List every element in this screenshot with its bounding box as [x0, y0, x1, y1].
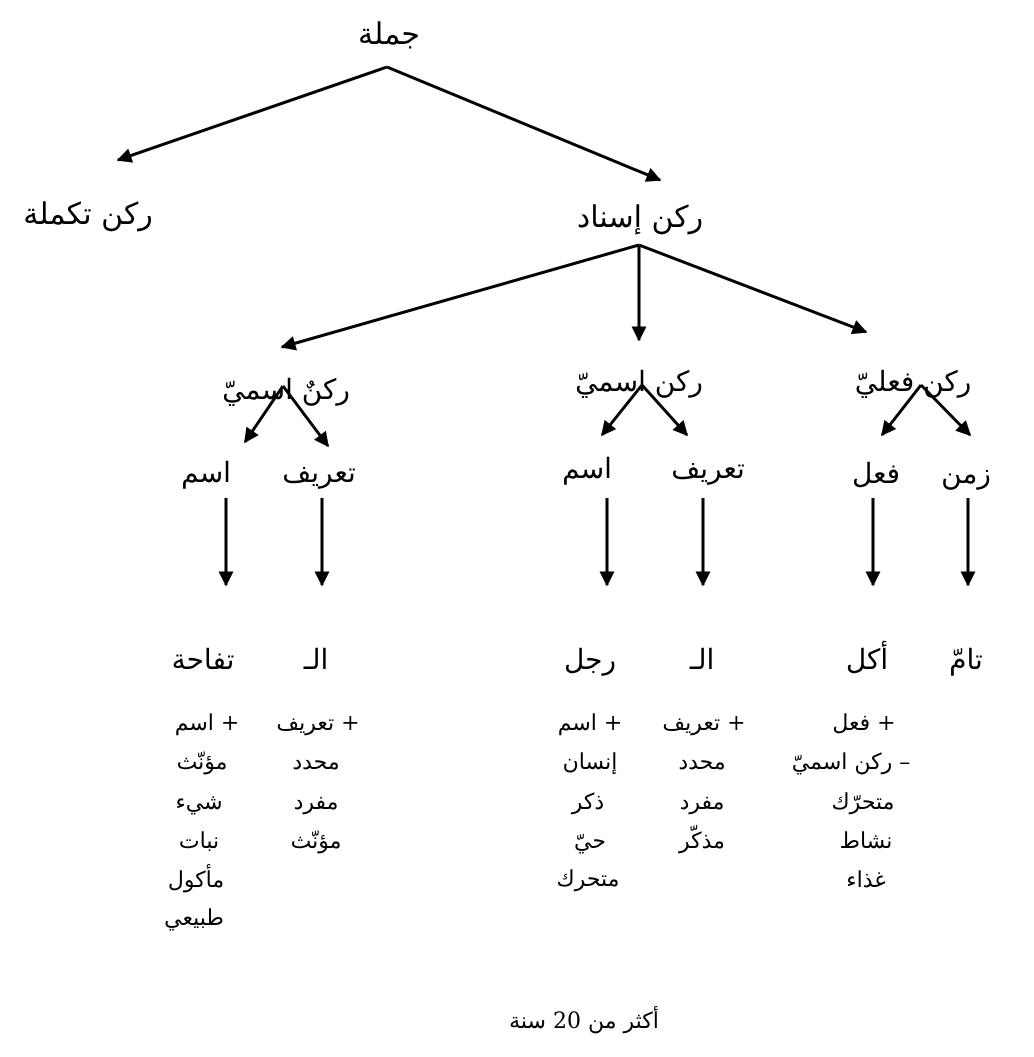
- feature-item: متحرك: [556, 867, 620, 892]
- nominal-middle-definiteness: تعريف: [671, 452, 745, 485]
- feature-item: مؤنّث: [290, 829, 342, 854]
- feature-item: محدد: [292, 750, 340, 775]
- feature-item: + اسم: [174, 711, 240, 736]
- verbal-tense: زمن: [941, 457, 991, 490]
- feature-item: مؤنّث: [176, 750, 228, 775]
- verbal-verb-value: أكل: [845, 643, 889, 676]
- feature-item: متحرّك: [831, 790, 895, 815]
- edge-root-predication: [387, 67, 660, 180]
- feature-item: + تعريف: [276, 711, 360, 736]
- feature-item: – ركن اسميّ: [791, 750, 911, 775]
- feature-item: + تعريف: [662, 711, 746, 736]
- nominal-left-definiteness: تعريف: [282, 456, 356, 489]
- feature-item: شيء: [175, 790, 223, 815]
- feature-item: نبات: [178, 829, 220, 854]
- feature-item: حيّ: [574, 829, 606, 854]
- feature-item: نشاط: [839, 829, 893, 854]
- feature-item: مأكول: [167, 868, 225, 893]
- feature-item: غذاء: [846, 868, 886, 893]
- feature-item: مذكّر: [679, 829, 725, 854]
- feature-item: إنسان: [562, 750, 618, 775]
- age-note: أكثر من 20 سنة: [509, 1009, 659, 1034]
- nominal-left-title: ركنٌ اسميّ: [222, 373, 350, 406]
- feature-item: + فعل: [832, 711, 896, 736]
- complement-node: ركن تكملة: [23, 197, 153, 232]
- feature-item: مفرد: [679, 790, 725, 815]
- feature-item: ذكر: [571, 790, 605, 815]
- nominal-middle-definiteness-value: الـ: [689, 643, 715, 676]
- predication-node: ركن إسناد: [576, 200, 704, 235]
- feature-item: طبيعي: [164, 906, 224, 931]
- nominal-left-definiteness-value: الـ: [303, 643, 329, 676]
- root-node: جملة: [358, 17, 420, 52]
- nominal-middle-noun-value: رجل: [563, 643, 617, 676]
- verbal-tense-value: تامّ: [949, 643, 983, 676]
- nominal-middle-title: ركن اسميّ: [575, 365, 703, 398]
- edge-predication-nominal-left: [282, 245, 639, 347]
- nominal-left-noun-value: تفاحة: [171, 643, 235, 676]
- nominal-left-noun: اسم: [181, 456, 231, 489]
- feature-item: + اسم: [557, 711, 623, 736]
- nominal-middle-noun: اسم: [562, 452, 612, 485]
- verbal-verb: فعل: [851, 457, 901, 490]
- edge-predication-verbal: [639, 245, 866, 332]
- feature-item: مفرد: [293, 790, 339, 815]
- feature-item: محدد: [678, 750, 726, 775]
- verbal-title: ركن فعليّ: [854, 365, 972, 398]
- edge-root-complement: [118, 67, 387, 160]
